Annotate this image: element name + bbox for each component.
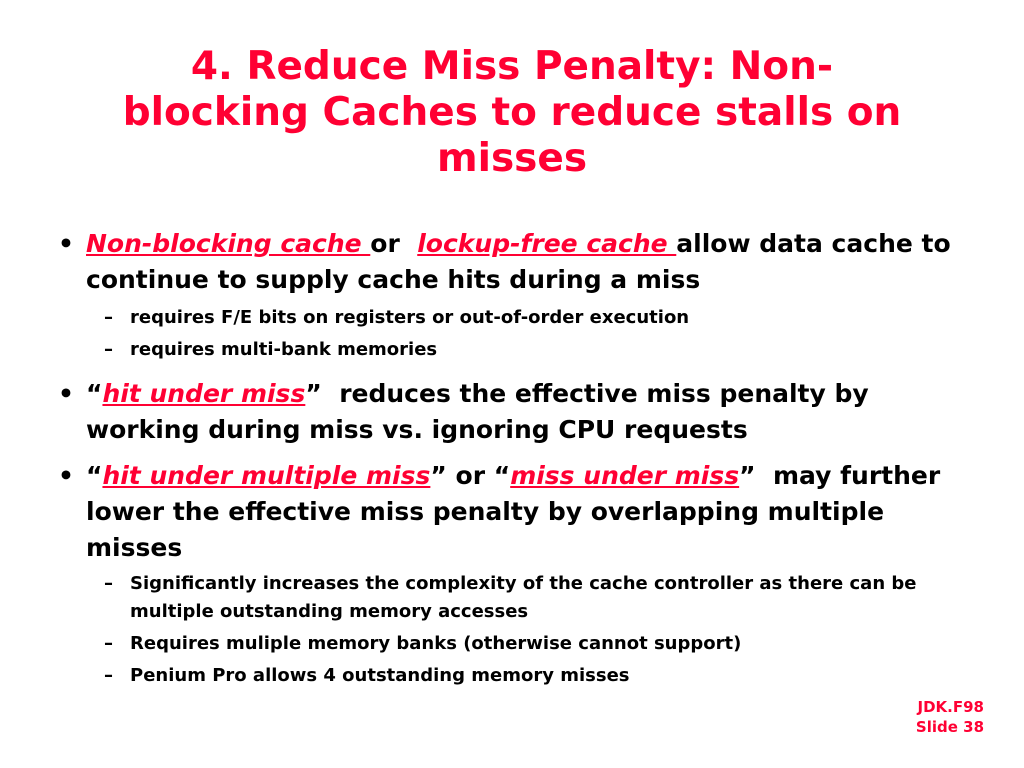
bullet-mark: • [58, 229, 74, 258]
bullet-hit-under-multiple-miss [58, 458, 988, 566]
footer-author: JDK.F98 [917, 698, 984, 716]
open-quote: “ [86, 379, 103, 408]
sub-bullet-mark: – [104, 573, 113, 594]
sub-bullet-pentium-pro [58, 662, 988, 690]
sub-bullet-memory-banks [58, 630, 988, 658]
term-nonblocking-cache: Non-blocking cache [86, 229, 371, 258]
term-hit-under-multiple-miss: hit under multiple miss [102, 461, 431, 490]
bullet-nonblocking-cache [58, 226, 988, 298]
sub-bullet-text: Penium Pro allows 4 outstanding memory misses [130, 665, 630, 686]
close-quote: ” [430, 461, 447, 490]
title-line-3: misses [436, 136, 588, 181]
open-quote: “ [86, 461, 103, 490]
term-hit-under-miss: hit under miss [102, 379, 306, 408]
title-line-2: blocking Caches to reduce stalls on [122, 90, 902, 135]
sub-bullet-mark: – [104, 339, 113, 360]
close-quote: ” [739, 461, 756, 490]
term-miss-under-miss: miss under miss [510, 461, 740, 490]
sub-bullet-complexity [58, 570, 988, 626]
close-quote: ” [305, 379, 322, 408]
sub-bullet-text: Requires muliple memory banks (otherwise cannot support) [130, 633, 742, 654]
slide-footer [904, 697, 984, 737]
bullet-3-rest: may further lower the effective miss penalty by overlapping multiple misses [86, 461, 941, 562]
sub-bullet-text: Significantly increases the complexity of the cache controller as there can be multiple outstanding memory accesses [130, 573, 917, 622]
bullet-hit-under-miss [58, 376, 988, 448]
bullet-2-rest: reduces the effective miss penalty by working during miss vs. ignoring CPU requests [86, 379, 869, 444]
text-or: or [446, 461, 494, 490]
sub-bullet-multibank [58, 336, 988, 364]
sub-bullet-text: requires F/E bits on registers or out-of-order execution [130, 307, 690, 328]
title-line-1: 4. Reduce Miss Penalty: Non- [190, 44, 834, 89]
sub-bullet-mark: – [104, 633, 113, 654]
text-or: or [370, 229, 400, 258]
bullet-mark: • [58, 379, 74, 408]
sub-bullet-mark: – [104, 307, 113, 328]
slide-body [58, 226, 988, 694]
footer-slide-number: Slide 38 [915, 718, 984, 736]
slide-title [40, 44, 984, 182]
bullet-mark: • [58, 461, 74, 490]
term-lockup-free-cache: lockup-free cache [417, 229, 677, 258]
sub-bullet-mark: – [104, 665, 113, 686]
open-quote: “ [493, 461, 511, 490]
sub-bullet-fe-bits [58, 304, 988, 332]
bullet-1-rest: allow data cache to continue to supply cache hits during a miss [86, 229, 951, 294]
sub-bullet-text: requires multi-bank memories [130, 339, 438, 360]
